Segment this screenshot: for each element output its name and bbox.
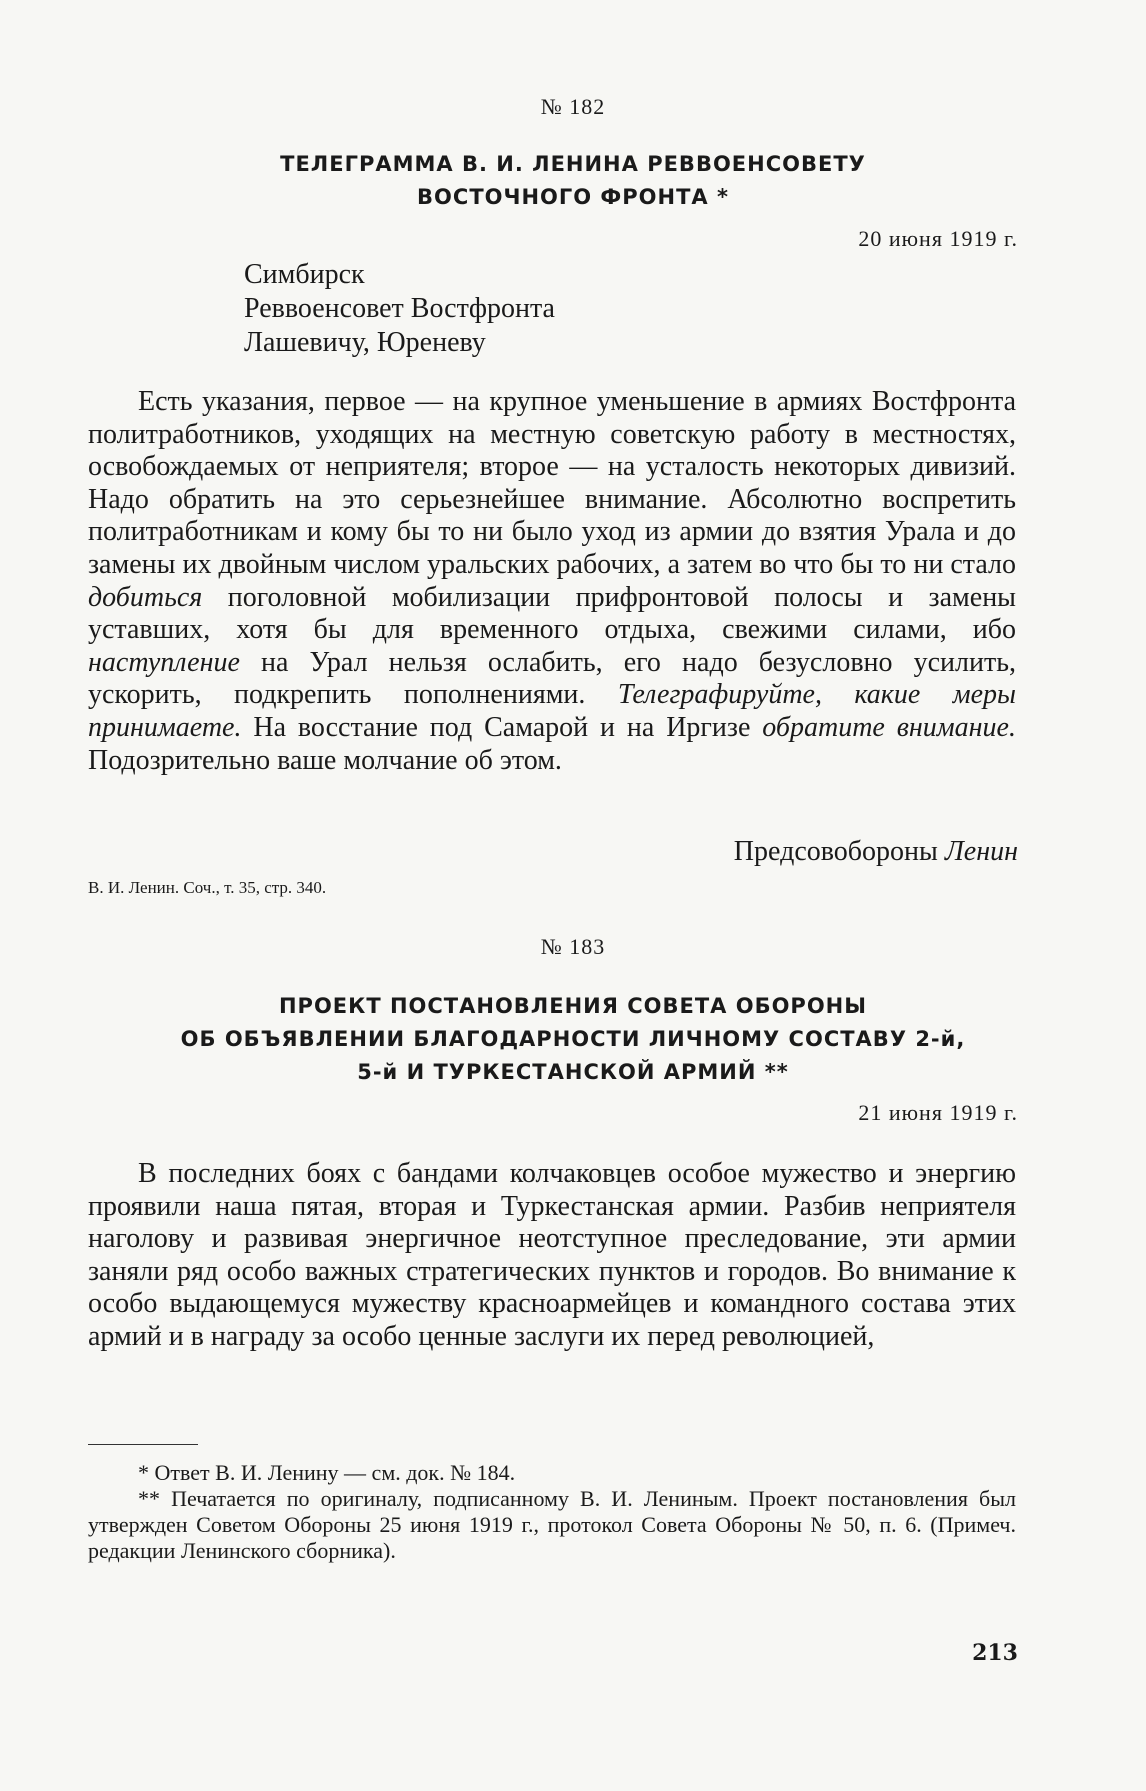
doc-183-date: 21 июня 1919 г. xyxy=(858,1100,1018,1125)
address-line-1: Симбирск xyxy=(244,259,365,290)
doc-182-paragraph xyxy=(88,386,1016,777)
body-text-segment: Есть указания, первое — на крупное уменьшение в армиях Востфронта политработников, уходящих на местную советскую работу в местностях, освобождаемых от неприятеля; второе — на усталость некоторых дивизий. Надо обратить на это серьезнейшее внимание. Абсолютно воспретить политработникам и кому бы то ни было уход из армии до взятия Урала и до замены их двойным числом уральских рабочих, а затем во что бы то ни стало xyxy=(88,386,1016,580)
doc-182-title-line-1: ТЕЛЕГРАММА В. И. ЛЕНИНА РЕВВОЕНСОВЕТУ xyxy=(280,152,866,176)
italic-emphasis: Телеграфируйте, какие меры принимаете. xyxy=(88,679,1016,743)
body-text-segment: Подозрительно ваше молчание об этом. xyxy=(88,744,562,776)
doc-183-number: № 183 xyxy=(540,934,606,959)
doc-183-title-line-1: ПРОЕКТ ПОСТАНОВЛЕНИЯ СОВЕТА ОБОРОНЫ xyxy=(278,994,868,1018)
doc-183-paragraph: В последних боях с бандами колчаковцев особое мужество и энергию проявили наша пятая, вторая и Туркестанская армии. Разбив неприятеля наголову и развивая энергичное неотступное преследование, эти армии заняли ряд особо важных стратегических пунктов и городов. Во внимание к особо выдающемуся мужеству красноармейцев и командного состава этих армий и в награду за особо ценные заслуги их перед революцией, xyxy=(88,1158,1016,1352)
footnote-1: * Ответ В. И. Ленину — см. док. № 184. xyxy=(138,1460,516,1485)
italic-emphasis: наступление xyxy=(88,646,240,678)
doc-183-title-line-3: 5-й И ТУРКЕСТАНСКОЙ АРМИЙ ** xyxy=(357,1060,789,1084)
signature-name: Ленин xyxy=(944,836,1018,867)
signature-title: Предсовобороны xyxy=(733,836,938,867)
doc-183-title-line-2: ОБ ОБЪЯВЛЕНИИ БЛАГОДАРНОСТИ ЛИЧНОМУ СОСТАВУ 2-й, xyxy=(180,1027,966,1051)
italic-emphasis: обратите внимание. xyxy=(762,711,1016,743)
doc-183-body xyxy=(88,1158,1016,1354)
doc-182-source: В. И. Ленин. Соч., т. 35, стр. 340. xyxy=(88,878,327,897)
doc-182-address xyxy=(244,258,555,360)
body-text-segment: на Урал нельзя ослабить, его надо безусловно усилить, ускорить, подкрепить пополнениями. xyxy=(88,646,1016,711)
doc-182-date: 20 июня 1919 г. xyxy=(858,226,1018,251)
doc-183-title xyxy=(120,990,1026,1089)
doc-182-signature xyxy=(734,836,1018,868)
address-line-2: Реввоенсовет Востфронта xyxy=(244,293,555,324)
body-text-segment: На восстание под Самарой и на Иргизе xyxy=(241,711,763,743)
doc-182-body xyxy=(88,386,1016,777)
footnote-2: ** Печатается по оригиналу, подписанному В. И. Лениным. Проект постановления был утвержден Советом Обороны 25 июня 1919 г., протокол Совета Обороны № 50, п. 6. (Примеч. редакции Ленинского сборника). xyxy=(88,1486,1016,1563)
italic-emphasis: добиться xyxy=(88,581,203,613)
footnotes xyxy=(88,1460,1016,1564)
body-text-segment: поголовной мобилизации прифронтовой полосы и замены уставших, хотя бы для временного отдыха, свежими силами, ибо xyxy=(88,581,1016,646)
page-number: 213 xyxy=(972,1640,1018,1666)
address-line-3: Лашевичу, Юреневу xyxy=(244,327,486,358)
doc-182-number: № 182 xyxy=(540,94,606,119)
footnote-separator xyxy=(88,1444,198,1445)
doc-182-title xyxy=(120,148,1026,214)
doc-182-title-line-2: ВОСТОЧНОГО ФРОНТА * xyxy=(417,185,729,209)
